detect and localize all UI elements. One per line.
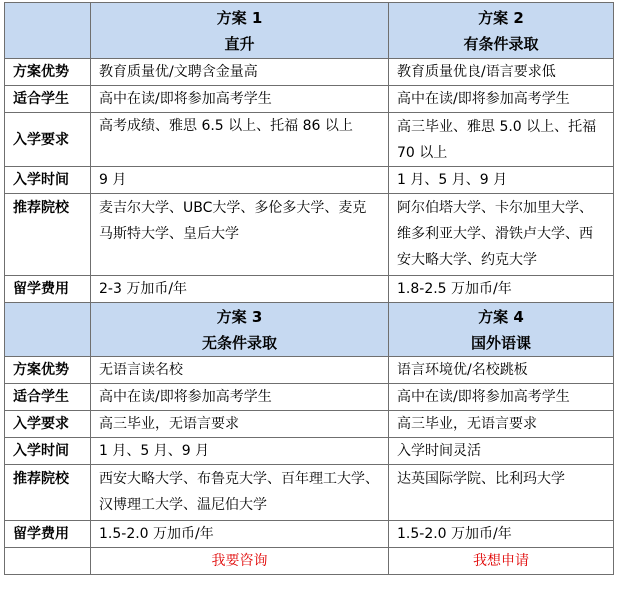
plan-1-number: 方案 1 [216,8,263,27]
plan-2-cost: 1.8-2.5 万加币/年 [389,276,614,303]
plan-4-schools: 达英国际学院、比利玛大学 [389,465,614,521]
plan-4-number: 方案 4 [478,307,524,326]
plan-1-advantage: 教育质量优/文聘含金量高 [91,59,389,86]
plan-1-intake: 9 月 [91,167,389,194]
advantage-row [5,59,614,86]
plan-3-name: 无条件录取 [201,333,277,352]
plan-3-requirement: 高三毕业，无语言要求 [91,411,389,438]
plan-1-cost: 2-3 万加币/年 [91,276,389,303]
plan-3-intake: 1 月、5 月、9 月 [91,438,389,465]
plan-1-name: 直升 [224,34,255,53]
plan-4-advantage: 语言环境优/名校跳板 [389,357,614,384]
row-label-cost: 留学费用 [5,276,91,303]
plan-3-cost: 1.5-2.0 万加币/年 [91,521,389,548]
plan-3-schools: 西安大略大学、布鲁克大学、百年理工大学、汉博理工大学、温尼伯大学 [91,465,389,521]
row-label-intake: 入学时间 [5,438,91,465]
suitable-row [5,86,614,113]
suitable-row [5,384,614,411]
apply-link[interactable]: 我想申请 [473,553,529,569]
plan-1-requirement: 高考成绩、雅思 6.5 以上、托福 86 以上 [91,113,389,167]
plan-2-schools: 阿尔伯塔大学、卡尔加里大学、维多利亚大学、滑铁卢大学、西安大略大学、约克大学 [389,194,614,276]
row-label-suitable: 适合学生 [5,384,91,411]
row-label-suitable: 适合学生 [5,86,91,113]
intake-row [5,438,614,465]
action-row [5,548,614,575]
plan-header-row [5,3,614,59]
row-label-advantage: 方案优势 [5,357,91,384]
plan-2-name: 有条件录取 [463,34,539,53]
plan-4-cost: 1.5-2.0 万加币/年 [389,521,614,548]
plan-3-header [91,303,389,357]
consult-link[interactable]: 我要咨询 [211,553,268,569]
requirement-row [5,113,614,167]
plan-2-requirement: 高三毕业、雅思 5.0 以上、托福 70 以上 [389,113,614,167]
intake-row [5,167,614,194]
header-corner [5,303,91,357]
row-label-cost: 留学费用 [5,521,91,548]
plan-4-suitable: 高中在读/即将参加高考学生 [389,384,614,411]
plan-4-name: 国外语课 [470,333,531,352]
plan-3-advantage: 无语言读名校 [91,357,389,384]
plan-4-header [389,303,614,357]
plan-4-requirement: 高三毕业，无语言要求 [389,411,614,438]
requirement-row [5,411,614,438]
action-row-blank [5,548,91,575]
schools-row [5,194,614,276]
row-label-requirement: 入学要求 [5,113,91,167]
plan-1-schools: 麦吉尔大学、UBC大学、多伦多大学、麦克马斯特大学、皇后大学 [91,194,389,276]
advantage-row [5,357,614,384]
plan-2-intake: 1 月、5 月、9 月 [389,167,614,194]
row-label-advantage: 方案优势 [5,59,91,86]
plan-1-suitable: 高中在读/即将参加高考学生 [91,86,389,113]
row-label-intake: 入学时间 [5,167,91,194]
schools-row [5,465,614,521]
consult-cell [91,548,389,575]
plan-header-row [5,303,614,357]
plan-4-intake: 入学时间灵活 [389,438,614,465]
plan-2-advantage: 教育质量优良/语言要求低 [389,59,614,86]
cost-row [5,521,614,548]
row-label-schools: 推荐院校 [5,194,91,276]
plan-1-header [91,3,389,59]
plan-3-suitable: 高中在读/即将参加高考学生 [91,384,389,411]
study-plans-table [4,2,614,575]
header-corner [5,3,91,59]
apply-cell [389,548,614,575]
plan-3-number: 方案 3 [216,307,263,326]
plan-2-header [389,3,614,59]
row-label-schools: 推荐院校 [5,465,91,521]
cost-row [5,276,614,303]
plan-2-number: 方案 2 [478,8,524,27]
row-label-requirement: 入学要求 [5,411,91,438]
plan-2-suitable: 高中在读/即将参加高考学生 [389,86,614,113]
